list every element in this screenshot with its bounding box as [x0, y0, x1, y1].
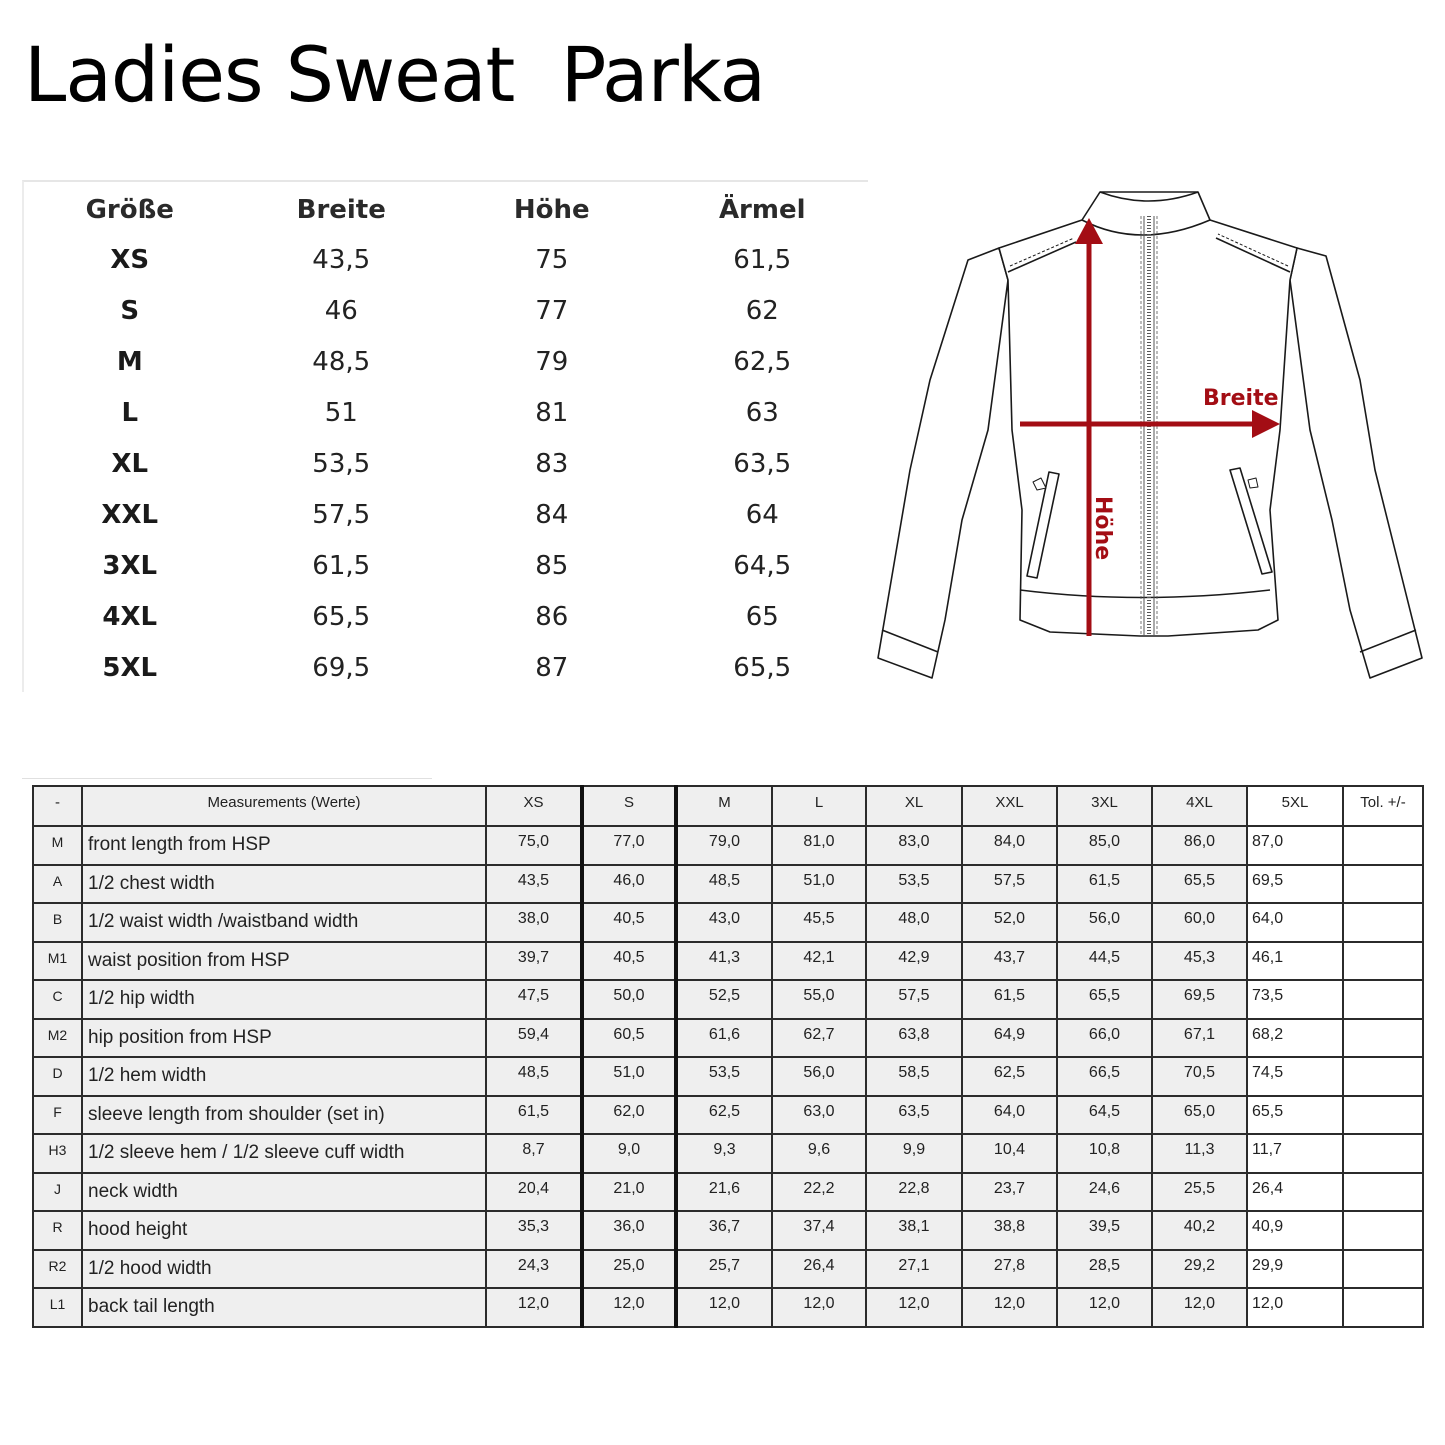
- measurement-value: 25,7: [676, 1250, 772, 1289]
- measurement-value: 24,3: [486, 1250, 582, 1289]
- measurement-label: 1/2 hem width: [82, 1057, 486, 1096]
- tolerance-cell: [1343, 826, 1423, 865]
- measurement-row: [33, 1288, 1423, 1327]
- aermel-cell: 64: [745, 499, 779, 530]
- measurement-value: 9,9: [866, 1134, 962, 1173]
- jacket-outline-icon: [870, 180, 1430, 690]
- aermel-cell: 63,5: [733, 448, 792, 479]
- measurement-code: H3: [33, 1134, 82, 1173]
- measurement-code: R: [33, 1211, 82, 1250]
- measurement-value: 45,3: [1152, 942, 1247, 981]
- measurement-value: 12,0: [1247, 1288, 1343, 1327]
- measurement-value: 20,4: [486, 1173, 582, 1212]
- tolerance-cell: [1343, 903, 1423, 942]
- size-row: [24, 387, 868, 438]
- measurement-code: F: [33, 1096, 82, 1135]
- measurement-value: 42,9: [866, 942, 962, 981]
- measurement-value: 47,5: [486, 980, 582, 1019]
- measurement-value: 22,2: [772, 1173, 866, 1212]
- measurement-value: 64,0: [962, 1096, 1057, 1135]
- breite-cell: 69,5: [312, 652, 371, 683]
- measurement-code: D: [33, 1057, 82, 1096]
- measurement-value: 62,5: [962, 1057, 1057, 1096]
- measurement-value: 73,5: [1247, 980, 1343, 1019]
- measurement-value: 62,7: [772, 1019, 866, 1058]
- header-breite: Breite: [296, 195, 386, 225]
- measurement-value: 63,8: [866, 1019, 962, 1058]
- measurement-value: 51,0: [582, 1057, 676, 1096]
- measurement-value: 10,8: [1057, 1134, 1152, 1173]
- measurement-value: 43,0: [676, 903, 772, 942]
- measurement-value: 74,5: [1247, 1057, 1343, 1096]
- measurement-code: M1: [33, 942, 82, 981]
- simple-table-header-row: [24, 182, 868, 234]
- measurement-row: [33, 826, 1423, 865]
- hoehe-cell: 84: [535, 499, 569, 530]
- measurement-value: 24,6: [1057, 1173, 1152, 1212]
- column-header: 4XL: [1152, 786, 1247, 826]
- measurement-value: 64,0: [1247, 903, 1343, 942]
- measurement-value: 65,5: [1247, 1096, 1343, 1135]
- measurement-value: 26,4: [1247, 1173, 1343, 1212]
- measurement-label: waist position from HSP: [82, 942, 486, 981]
- measurement-row: [33, 1250, 1423, 1289]
- measurement-value: 42,1: [772, 942, 866, 981]
- measurement-code: C: [33, 980, 82, 1019]
- hoehe-cell: 85: [535, 550, 569, 581]
- aermel-cell: 62,5: [733, 346, 792, 377]
- measurement-label: sleeve length from shoulder (set in): [82, 1096, 486, 1135]
- divider: [22, 778, 432, 779]
- hoehe-cell: 87: [535, 652, 569, 683]
- measurement-code: M2: [33, 1019, 82, 1058]
- header-hoehe: Höhe: [513, 195, 590, 225]
- measurement-value: 11,3: [1152, 1134, 1247, 1173]
- measurement-value: 83,0: [866, 826, 962, 865]
- column-header: XXL: [962, 786, 1057, 826]
- size-row: [24, 285, 868, 336]
- size-row: [24, 438, 868, 489]
- measurement-value: 63,5: [866, 1096, 962, 1135]
- measurement-value: 26,4: [772, 1250, 866, 1289]
- measurement-value: 8,7: [486, 1134, 582, 1173]
- measurement-value: 68,2: [1247, 1019, 1343, 1058]
- measurement-value: 46,0: [582, 865, 676, 904]
- measurement-value: 65,5: [1152, 865, 1247, 904]
- measurement-label: front length from HSP: [82, 826, 486, 865]
- measurement-value: 87,0: [1247, 826, 1343, 865]
- measurement-value: 50,0: [582, 980, 676, 1019]
- tolerance-cell: [1343, 1134, 1423, 1173]
- column-header: -: [33, 786, 82, 826]
- measurement-value: 52,5: [676, 980, 772, 1019]
- measurement-value: 9,0: [582, 1134, 676, 1173]
- hoehe-cell: 81: [535, 397, 569, 428]
- page-title: Ladies Sweat Parka: [24, 30, 766, 119]
- measurement-value: 65,5: [1057, 980, 1152, 1019]
- measurement-value: 9,6: [772, 1134, 866, 1173]
- measurement-value: 37,4: [772, 1211, 866, 1250]
- measurement-value: 12,0: [676, 1288, 772, 1327]
- measurement-value: 61,6: [676, 1019, 772, 1058]
- measurements-header-row: [33, 786, 1423, 826]
- measurement-value: 48,0: [866, 903, 962, 942]
- measurement-row: [33, 1173, 1423, 1212]
- measurement-value: 55,0: [772, 980, 866, 1019]
- measurement-value: 53,5: [676, 1057, 772, 1096]
- measurement-value: 9,3: [676, 1134, 772, 1173]
- measurement-label: hip position from HSP: [82, 1019, 486, 1058]
- aermel-cell: 63: [745, 397, 779, 428]
- measurement-value: 21,6: [676, 1173, 772, 1212]
- measurement-value: 86,0: [1152, 826, 1247, 865]
- measurement-value: 64,9: [962, 1019, 1057, 1058]
- measurement-code: L1: [33, 1288, 82, 1327]
- column-header: Measurements (Werte): [82, 786, 486, 826]
- size-cell: XS: [110, 244, 150, 275]
- column-header: 3XL: [1057, 786, 1152, 826]
- measurement-value: 61,5: [486, 1096, 582, 1135]
- measurement-value: 81,0: [772, 826, 866, 865]
- measurement-value: 64,5: [1057, 1096, 1152, 1135]
- measurement-value: 36,7: [676, 1211, 772, 1250]
- measurement-value: 85,0: [1057, 826, 1152, 865]
- tolerance-cell: [1343, 1288, 1423, 1327]
- size-cell: XXL: [101, 499, 159, 530]
- breite-cell: 46: [324, 295, 358, 326]
- measurement-row: [33, 980, 1423, 1019]
- jacket-diagram: [870, 180, 1430, 690]
- measurement-code: J: [33, 1173, 82, 1212]
- measurement-label: 1/2 sleeve hem / 1/2 sleeve cuff width: [82, 1134, 486, 1173]
- hoehe-cell: 79: [535, 346, 569, 377]
- measurement-value: 25,5: [1152, 1173, 1247, 1212]
- measurement-value: 40,5: [582, 942, 676, 981]
- measurement-value: 84,0: [962, 826, 1057, 865]
- measurement-value: 65,0: [1152, 1096, 1247, 1135]
- aermel-cell: 62: [745, 295, 779, 326]
- measurement-value: 44,5: [1057, 942, 1152, 981]
- measurement-value: 57,5: [866, 980, 962, 1019]
- measurement-value: 12,0: [582, 1288, 676, 1327]
- measurement-value: 38,1: [866, 1211, 962, 1250]
- measurement-value: 56,0: [1057, 903, 1152, 942]
- measurement-row: [33, 1134, 1423, 1173]
- measurement-code: R2: [33, 1250, 82, 1289]
- size-cell: XL: [111, 448, 149, 479]
- measurement-value: 11,7: [1247, 1134, 1343, 1173]
- measurement-row: [33, 942, 1423, 981]
- hoehe-cell: 77: [535, 295, 569, 326]
- measurement-label: 1/2 hip width: [82, 980, 486, 1019]
- measurement-value: 52,0: [962, 903, 1057, 942]
- measurement-value: 28,5: [1057, 1250, 1152, 1289]
- aermel-cell: 64,5: [733, 550, 792, 581]
- measurement-value: 45,5: [772, 903, 866, 942]
- measurement-row: [33, 865, 1423, 904]
- measurement-label: back tail length: [82, 1288, 486, 1327]
- measurement-value: 62,0: [582, 1096, 676, 1135]
- measurement-row: [33, 1057, 1423, 1096]
- measurement-value: 12,0: [962, 1288, 1057, 1327]
- measurement-value: 29,9: [1247, 1250, 1343, 1289]
- size-cell: L: [121, 397, 139, 428]
- measurement-value: 66,5: [1057, 1057, 1152, 1096]
- breite-label: Breite: [1203, 386, 1279, 411]
- aermel-cell: 65: [745, 601, 779, 632]
- measurement-value: 39,5: [1057, 1211, 1152, 1250]
- tolerance-cell: [1343, 942, 1423, 981]
- tolerance-cell: [1343, 1019, 1423, 1058]
- measurement-value: 43,7: [962, 942, 1057, 981]
- measurement-value: 56,0: [772, 1057, 866, 1096]
- breite-cell: 61,5: [312, 550, 371, 581]
- measurement-value: 27,1: [866, 1250, 962, 1289]
- measurement-value: 38,0: [486, 903, 582, 942]
- column-header: XL: [866, 786, 962, 826]
- measurement-value: 53,5: [866, 865, 962, 904]
- tolerance-cell: [1343, 865, 1423, 904]
- size-cell: S: [120, 295, 140, 326]
- size-cell: M: [116, 346, 143, 377]
- size-cell: 4XL: [102, 601, 158, 632]
- measurement-value: 43,5: [486, 865, 582, 904]
- simple-size-table: [22, 180, 868, 692]
- tolerance-cell: [1343, 980, 1423, 1019]
- measurement-row: [33, 903, 1423, 942]
- header-groesse: Größe: [85, 195, 174, 225]
- size-cell: 3XL: [102, 550, 158, 581]
- breite-cell: 48,5: [312, 346, 371, 377]
- column-header: 5XL: [1247, 786, 1343, 826]
- column-header: L: [772, 786, 866, 826]
- measurement-label: 1/2 hood width: [82, 1250, 486, 1289]
- measurement-value: 27,8: [962, 1250, 1057, 1289]
- size-row: [24, 642, 868, 693]
- measurement-value: 60,0: [1152, 903, 1247, 942]
- size-row: [24, 336, 868, 387]
- measurement-value: 10,4: [962, 1134, 1057, 1173]
- aermel-cell: 61,5: [733, 244, 792, 275]
- hoehe-cell: 83: [535, 448, 569, 479]
- measurement-value: 70,5: [1152, 1057, 1247, 1096]
- measurement-value: 39,7: [486, 942, 582, 981]
- tolerance-cell: [1343, 1211, 1423, 1250]
- measurement-code: B: [33, 903, 82, 942]
- measurement-value: 23,7: [962, 1173, 1057, 1212]
- measurement-value: 48,5: [486, 1057, 582, 1096]
- tolerance-cell: [1343, 1057, 1423, 1096]
- measurement-value: 67,1: [1152, 1019, 1247, 1058]
- tolerance-cell: [1343, 1173, 1423, 1212]
- size-row: [24, 540, 868, 591]
- column-header: M: [676, 786, 772, 826]
- measurement-label: hood height: [82, 1211, 486, 1250]
- measurement-row: [33, 1019, 1423, 1058]
- measurement-value: 79,0: [676, 826, 772, 865]
- measurement-value: 40,2: [1152, 1211, 1247, 1250]
- measurement-code: A: [33, 865, 82, 904]
- measurement-value: 36,0: [582, 1211, 676, 1250]
- measurement-value: 51,0: [772, 865, 866, 904]
- measurement-value: 66,0: [1057, 1019, 1152, 1058]
- measurement-value: 69,5: [1247, 865, 1343, 904]
- breite-cell: 43,5: [312, 244, 371, 275]
- column-header: Tol. +/-: [1343, 786, 1423, 826]
- tolerance-cell: [1343, 1096, 1423, 1135]
- size-row: [24, 591, 868, 642]
- hoehe-label: Höhe: [1090, 496, 1115, 561]
- measurement-row: [33, 1211, 1423, 1250]
- breite-cell: 51: [324, 397, 358, 428]
- measurement-value: 12,0: [1057, 1288, 1152, 1327]
- measurement-value: 40,5: [582, 903, 676, 942]
- measurement-value: 12,0: [866, 1288, 962, 1327]
- measurement-value: 21,0: [582, 1173, 676, 1212]
- measurement-value: 48,5: [676, 865, 772, 904]
- column-header: S: [582, 786, 676, 826]
- breite-cell: 53,5: [312, 448, 371, 479]
- column-header: XS: [486, 786, 582, 826]
- measurement-value: 25,0: [582, 1250, 676, 1289]
- measurement-value: 40,9: [1247, 1211, 1343, 1250]
- measurement-code: M: [33, 826, 82, 865]
- measurement-value: 29,2: [1152, 1250, 1247, 1289]
- measurement-value: 12,0: [1152, 1288, 1247, 1327]
- measurement-value: 57,5: [962, 865, 1057, 904]
- hoehe-cell: 75: [535, 244, 569, 275]
- measurement-value: 41,3: [676, 942, 772, 981]
- aermel-cell: 65,5: [733, 652, 792, 683]
- breite-cell: 57,5: [312, 499, 371, 530]
- hoehe-cell: 86: [535, 601, 569, 632]
- tolerance-cell: [1343, 1250, 1423, 1289]
- measurement-value: 69,5: [1152, 980, 1247, 1019]
- size-cell: 5XL: [102, 652, 158, 683]
- size-row: [24, 234, 868, 285]
- measurement-value: 59,4: [486, 1019, 582, 1058]
- measurement-value: 77,0: [582, 826, 676, 865]
- measurement-row: [33, 1096, 1423, 1135]
- measurement-value: 12,0: [772, 1288, 866, 1327]
- measurement-value: 35,3: [486, 1211, 582, 1250]
- measurement-value: 38,8: [962, 1211, 1057, 1250]
- size-row: [24, 489, 868, 540]
- breite-cell: 65,5: [312, 601, 371, 632]
- measurement-value: 61,5: [962, 980, 1057, 1019]
- header-aermel: Ärmel: [718, 195, 806, 225]
- measurement-value: 75,0: [486, 826, 582, 865]
- measurement-value: 63,0: [772, 1096, 866, 1135]
- measurement-label: 1/2 chest width: [82, 865, 486, 904]
- measurement-value: 22,8: [866, 1173, 962, 1212]
- measurement-value: 58,5: [866, 1057, 962, 1096]
- measurements-table: [32, 785, 1424, 1328]
- measurement-value: 12,0: [486, 1288, 582, 1327]
- measurement-value: 46,1: [1247, 942, 1343, 981]
- measurement-label: 1/2 waist width /waistband width: [82, 903, 486, 942]
- measurement-label: neck width: [82, 1173, 486, 1212]
- measurement-value: 62,5: [676, 1096, 772, 1135]
- measurement-value: 60,5: [582, 1019, 676, 1058]
- measurement-value: 61,5: [1057, 865, 1152, 904]
